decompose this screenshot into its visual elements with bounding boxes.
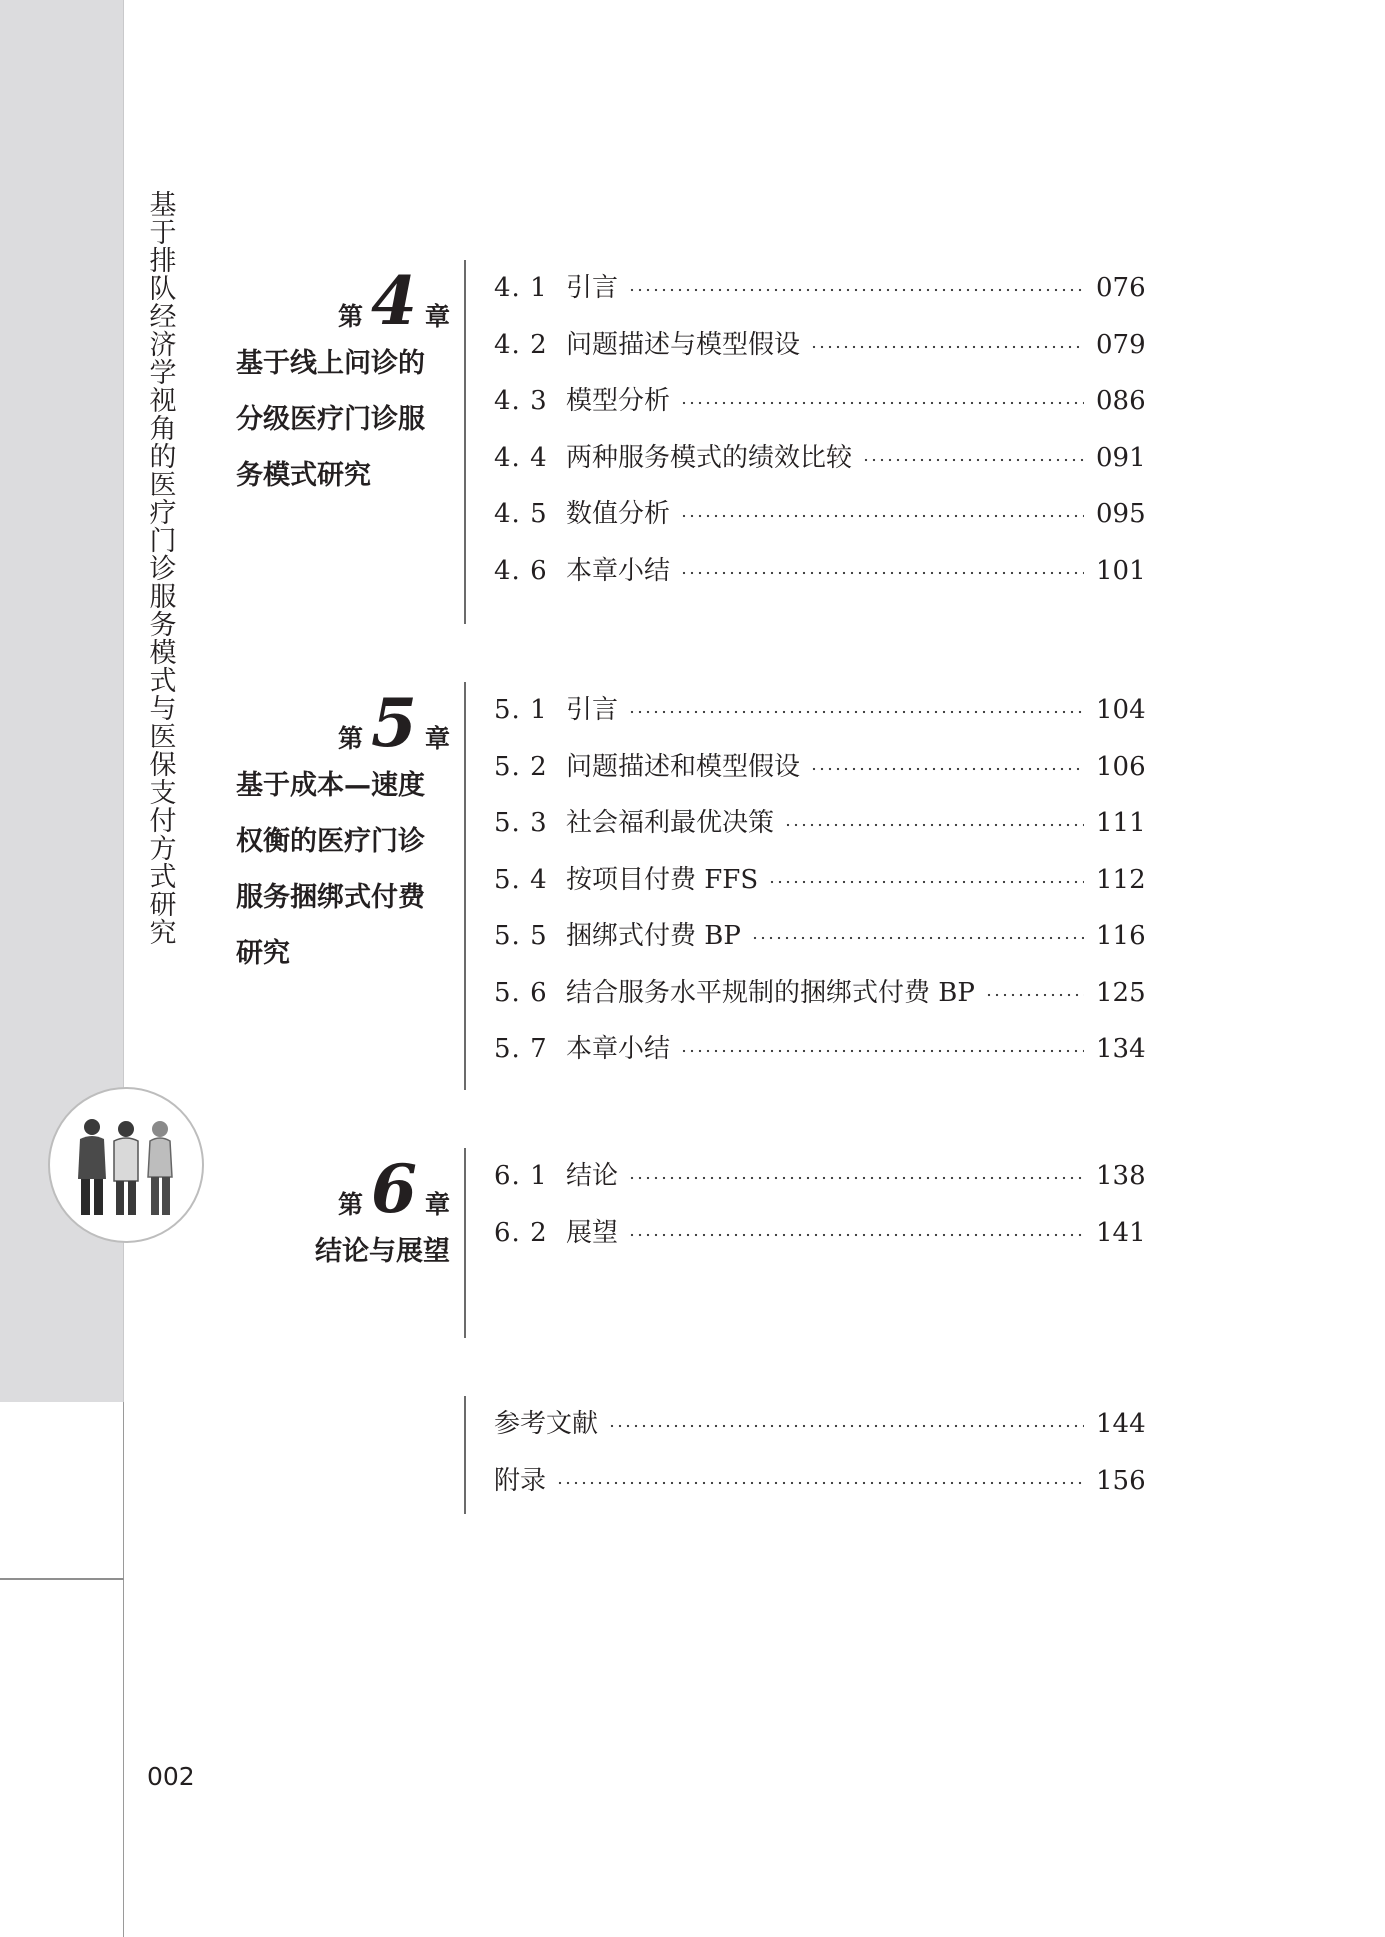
toc-entry-page: 125 xyxy=(1096,977,1146,1008)
toc-leader-dots xyxy=(810,767,1084,771)
toc-leader-dots xyxy=(680,514,1084,518)
side-title-char: 基 xyxy=(149,190,177,221)
chapter-title: 结论与展望 xyxy=(315,1236,450,1267)
toc-entry[interactable] xyxy=(494,486,1146,543)
toc-entry[interactable] xyxy=(494,795,1146,852)
chapter-6-heading xyxy=(236,1150,450,1280)
toc-entry-page: 079 xyxy=(1096,329,1146,360)
toc-leader-dots xyxy=(680,571,1084,575)
side-title-char: 模 xyxy=(149,638,177,669)
chapter-6-toc xyxy=(464,1148,1146,1338)
toc-entry-title: 两种服务模式的绩效比较 xyxy=(566,442,853,473)
toc-entry[interactable] xyxy=(494,682,1146,739)
toc-entry-page: 138 xyxy=(1096,1161,1146,1191)
side-title-char: 服 xyxy=(149,582,177,613)
side-title-char: 排 xyxy=(149,246,177,277)
toc-leader-dots xyxy=(628,288,1084,292)
chapter-5-toc xyxy=(464,682,1146,1090)
chapter-suffix: 章 xyxy=(424,724,450,753)
toc-entry-number: 4. 6 xyxy=(494,555,548,586)
side-title-char: 保 xyxy=(149,750,177,781)
chapter-4-heading xyxy=(236,262,450,504)
toc-entry-number: 4. 1 xyxy=(494,273,548,303)
toc-entry[interactable] xyxy=(494,373,1146,430)
toc-entry-page: 086 xyxy=(1096,386,1146,416)
toc-entry-page: 116 xyxy=(1096,921,1146,951)
toc-leader-dots xyxy=(810,345,1084,349)
toc-entry[interactable] xyxy=(494,1453,1146,1510)
back-matter-toc xyxy=(464,1396,1146,1514)
chapter-5-heading xyxy=(236,684,450,982)
side-title-char: 医 xyxy=(149,722,177,753)
toc-entry-page: 095 xyxy=(1096,499,1146,529)
toc-entry-number: 4. 2 xyxy=(494,329,548,360)
vertical-book-title xyxy=(146,192,180,948)
toc-entry-title: 结合服务水平规制的捆绑式付费 BP xyxy=(566,977,975,1008)
toc-entry[interactable] xyxy=(494,317,1146,374)
toc-leader-dots xyxy=(628,710,1084,714)
chapter-number: 5 xyxy=(371,684,417,762)
chapter-suffix: 章 xyxy=(424,1190,450,1219)
toc-entry[interactable] xyxy=(494,430,1146,487)
toc-entry[interactable] xyxy=(494,1396,1146,1453)
toc-entry-number: 5. 2 xyxy=(494,751,548,782)
side-title-char: 于 xyxy=(149,218,177,249)
toc-entry-number: 5. 1 xyxy=(494,695,548,725)
chapter-title: 基于成本—速度权衡的医疗门诊服务捆绑式付费研究 xyxy=(236,770,425,969)
chapter-prefix: 第 xyxy=(338,1190,364,1219)
toc-leader-dots xyxy=(751,936,1084,940)
chapter-title: 基于线上问诊的分级医疗门诊服务模式研究 xyxy=(236,348,425,491)
toc-entry-number: 5. 7 xyxy=(494,1034,548,1064)
chapter-suffix: 章 xyxy=(424,302,450,331)
toc-entry-title: 问题描述与模型假设 xyxy=(566,329,801,360)
toc-entry-number: 5. 4 xyxy=(494,864,548,895)
side-title-char: 医 xyxy=(149,470,177,501)
side-divider xyxy=(0,1578,124,1580)
toc-entry-title: 本章小结 xyxy=(566,555,671,586)
toc-entry-page: 091 xyxy=(1096,442,1146,473)
side-title-char: 队 xyxy=(149,274,177,305)
toc-entry-title: 问题描述和模型假设 xyxy=(566,751,801,782)
toc-entry-title: 社会福利最优决策 xyxy=(566,808,775,838)
toc-entry-title: 模型分析 xyxy=(566,386,671,416)
toc-entry[interactable] xyxy=(494,739,1146,796)
people-illustration-icon xyxy=(48,1087,204,1243)
toc-entry-title: 按项目付费 FFS xyxy=(566,864,759,895)
toc-leader-dots xyxy=(784,823,1084,827)
side-title-char: 疗 xyxy=(149,498,177,529)
toc-entry-page: 112 xyxy=(1096,864,1146,895)
toc-entry-page: 106 xyxy=(1096,751,1146,782)
toc-entry-title: 本章小结 xyxy=(566,1034,671,1064)
toc-entry[interactable] xyxy=(494,965,1146,1022)
toc-entry-page: 076 xyxy=(1096,273,1146,303)
toc-entry-title: 捆绑式付费 BP xyxy=(566,921,741,951)
side-title-char: 式 xyxy=(149,666,177,697)
toc-entry-title: 展望 xyxy=(566,1217,619,1248)
toc-leader-dots xyxy=(985,993,1084,997)
toc-leader-dots xyxy=(680,1049,1084,1053)
side-title-char: 济 xyxy=(149,330,177,361)
toc-entry[interactable] xyxy=(494,1205,1146,1262)
chapter-prefix: 第 xyxy=(338,724,364,753)
toc-leader-dots xyxy=(628,1233,1084,1237)
chapter-4-toc xyxy=(464,260,1146,624)
toc-entry-number: 4. 5 xyxy=(494,499,548,529)
toc-entry-number: 5. 5 xyxy=(494,921,548,951)
toc-entry-page: 141 xyxy=(1096,1217,1146,1248)
toc-entry-number: 6. 2 xyxy=(494,1217,548,1248)
toc-entry[interactable] xyxy=(494,543,1146,600)
toc-entry-number: 4. 3 xyxy=(494,386,548,416)
side-title-char: 门 xyxy=(149,526,177,557)
toc-entry-number: 4. 4 xyxy=(494,442,548,473)
toc-leader-dots xyxy=(556,1481,1084,1485)
toc-entry-page: 144 xyxy=(1096,1409,1146,1439)
side-title-char: 角 xyxy=(149,414,177,445)
toc-entry[interactable] xyxy=(494,260,1146,317)
side-title-char: 支 xyxy=(149,778,177,809)
toc-entry-page: 134 xyxy=(1096,1034,1146,1064)
toc-entry-title: 参考文献 xyxy=(494,1409,599,1439)
chapter-prefix: 第 xyxy=(338,302,364,331)
side-title-char: 的 xyxy=(149,442,177,473)
toc-entry-page: 156 xyxy=(1096,1465,1146,1496)
toc-entry-title: 引言 xyxy=(566,273,619,303)
side-title-char: 视 xyxy=(149,386,177,417)
toc-entry-number: 5. 3 xyxy=(494,808,548,838)
toc-entry-title: 引言 xyxy=(566,695,619,725)
side-title-char: 学 xyxy=(149,358,177,389)
side-title-char: 方 xyxy=(149,834,177,865)
toc-leader-dots xyxy=(862,458,1084,462)
toc-entry[interactable] xyxy=(494,908,1146,965)
side-title-char: 研 xyxy=(149,890,177,921)
toc-entry-page: 101 xyxy=(1096,555,1146,586)
toc-entry-title: 附录 xyxy=(494,1465,547,1496)
toc-entry-title: 数值分析 xyxy=(566,499,671,529)
toc-entry[interactable] xyxy=(494,1148,1146,1205)
side-title-char: 式 xyxy=(149,862,177,893)
side-title-char: 与 xyxy=(149,694,177,725)
toc-leader-dots xyxy=(628,1176,1084,1180)
side-title-char: 经 xyxy=(149,302,177,333)
toc-leader-dots xyxy=(608,1424,1084,1428)
toc-entry-number: 6. 1 xyxy=(494,1161,548,1191)
toc-entry-page: 111 xyxy=(1096,808,1146,838)
toc-entry[interactable] xyxy=(494,852,1146,909)
toc-leader-dots xyxy=(680,401,1084,405)
chapter-number: 4 xyxy=(371,262,417,340)
toc-leader-dots xyxy=(768,880,1084,884)
page-number: 002 xyxy=(147,1762,195,1791)
side-title-char: 付 xyxy=(149,806,177,837)
side-title-char: 诊 xyxy=(149,554,177,585)
toc-entry-title: 结论 xyxy=(566,1161,619,1191)
side-title-char: 究 xyxy=(149,918,177,949)
side-band-lower xyxy=(0,1402,124,1937)
side-title-char: 务 xyxy=(149,610,177,641)
toc-entry-page: 104 xyxy=(1096,695,1146,725)
toc-entry[interactable] xyxy=(494,1021,1146,1078)
toc-entry-number: 5. 6 xyxy=(494,977,548,1008)
chapter-number: 6 xyxy=(371,1150,417,1228)
